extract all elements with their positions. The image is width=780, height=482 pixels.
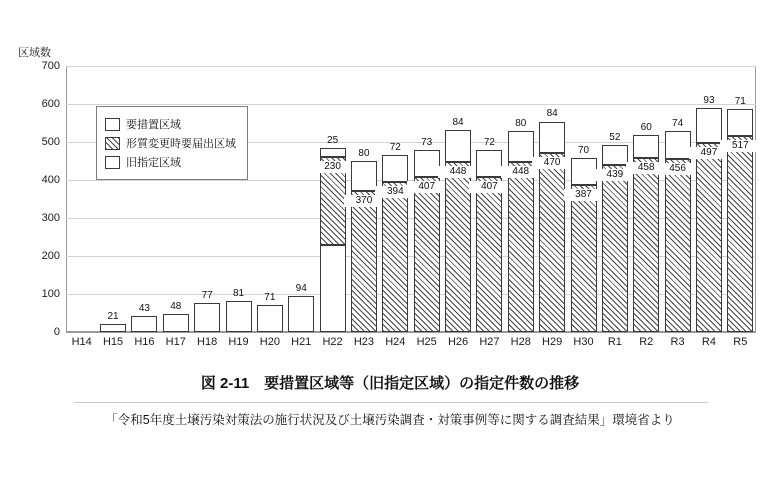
bar-group — [665, 66, 691, 332]
bar-segment-keishitsu — [476, 177, 502, 332]
bar-group — [633, 66, 659, 332]
legend-label: 要措置区域 — [126, 119, 181, 131]
bar-value-label: 72 — [483, 136, 495, 148]
bar-segment-keishitsu — [539, 153, 565, 332]
bar-value-label: 456 — [658, 163, 698, 175]
bar-value-label: 80 — [358, 148, 370, 159]
bar-segment-kyushitei — [163, 314, 189, 332]
x-axis-tick: H22 — [322, 336, 343, 348]
x-axis-tick: H15 — [102, 336, 124, 348]
x-axis-tick: R2 — [639, 336, 654, 348]
y-axis-unit-label: 区域数 — [18, 47, 51, 59]
bar-group — [382, 66, 408, 332]
bar-segment-yosochi — [508, 131, 534, 161]
bar-value-label: 74 — [672, 117, 684, 129]
chart-legend — [96, 106, 248, 180]
bar-value-label: 80 — [515, 118, 527, 130]
bar-segment-yosochi — [351, 161, 377, 191]
figure-caption: 図 2-11 要措置区域等（旧指定区域）の指定件数の推移 — [200, 375, 580, 392]
bar-value-label: 25 — [327, 134, 339, 146]
bar-segment-keishitsu — [414, 177, 440, 332]
bar-segment-kyushitei — [100, 324, 126, 332]
bar-segment-keishitsu — [602, 165, 628, 332]
bar-segment-keishitsu — [727, 136, 753, 332]
bar-value-label: 448 — [501, 166, 541, 178]
bar-group — [320, 66, 346, 332]
bar-segment-yosochi — [696, 108, 722, 143]
bar-value-label: 407 — [469, 181, 509, 193]
bar-value-label: 448 — [438, 166, 478, 178]
bar-group — [727, 66, 753, 332]
bar-value-label: 77 — [201, 289, 213, 301]
y-axis-tick: 0 — [53, 326, 60, 338]
bar-segment-keishitsu — [351, 191, 377, 332]
bar-group — [476, 66, 502, 332]
bar-value-label: 439 — [595, 169, 635, 181]
bar-value-label: 370 — [344, 195, 384, 207]
bar-segment-keishitsu — [665, 159, 691, 332]
bar-segment-yosochi — [571, 158, 597, 185]
bar-value-label: 84 — [546, 108, 558, 120]
bar-group — [288, 66, 314, 332]
bar-value-label: 458 — [626, 162, 666, 174]
y-axis-tick: 600 — [41, 98, 60, 110]
bar-segment-yosochi — [382, 155, 408, 182]
bar-segment-yosochi — [539, 122, 565, 154]
bar-segment-yosochi — [414, 150, 440, 178]
bar-segment-keishitsu — [633, 158, 659, 332]
x-axis-tick: R3 — [670, 336, 685, 348]
bar-group — [539, 66, 565, 332]
x-axis-tick: H24 — [385, 336, 406, 348]
legend-swatch-hatched-icon — [105, 137, 120, 150]
legend-label: 形質変更時要届出区域 — [126, 138, 236, 150]
bar-value-label: 407 — [407, 181, 447, 193]
bar-group — [445, 66, 471, 332]
bar-segment-keishitsu — [508, 162, 534, 332]
legend-swatch-plain-icon — [105, 118, 120, 131]
bar-segment-keishitsu — [382, 182, 408, 332]
legend-item-kyushitei — [105, 154, 239, 170]
x-axis-tick: R4 — [701, 336, 716, 348]
bar-value-label: 60 — [640, 122, 652, 134]
bar-value-label: 70 — [577, 145, 590, 157]
bar-segment-yosochi — [602, 145, 628, 165]
source-note: 「令和5年度土壌汚染対策法の施行状況及び土壌汚染調査・対策事例等に関する調査結果」環境省より — [105, 413, 675, 427]
legend-item-yosochi — [105, 116, 239, 132]
bar-value-label: 52 — [609, 132, 621, 144]
y-axis-tick: 500 — [41, 136, 60, 148]
bar-group — [571, 66, 597, 332]
bar-value-label: 394 — [375, 186, 415, 198]
x-axis-tick: H23 — [353, 336, 375, 348]
bar-value-label: 470 — [532, 157, 572, 169]
bar-value-label: 71 — [734, 95, 746, 107]
bar-value-label: 517 — [720, 140, 760, 152]
bar-value-label: 230 — [313, 161, 353, 173]
x-axis-tick: H18 — [197, 336, 218, 348]
x-axis-tick: H20 — [259, 336, 280, 348]
x-axis-tick: H27 — [479, 336, 500, 348]
bar-segment-keishitsu — [696, 143, 722, 332]
x-axis-tick: H25 — [416, 336, 437, 348]
bar-group — [696, 66, 722, 332]
x-axis-tick: R1 — [607, 336, 622, 348]
bar-group — [257, 66, 283, 332]
bar-value-label: 84 — [452, 116, 464, 128]
y-axis-tick: 700 — [41, 60, 60, 72]
bar-segment-yosochi — [320, 148, 346, 158]
x-axis-tick-labels — [66, 336, 756, 354]
bar-value-label: 497 — [689, 147, 729, 159]
x-axis-tick: H14 — [71, 336, 92, 348]
bar-value-label: 81 — [232, 288, 245, 300]
bar-segment-keishitsu — [445, 162, 471, 332]
legend-label: 旧指定区域 — [126, 157, 181, 169]
y-axis-tick: 100 — [41, 288, 60, 300]
bar-segment-yosochi — [665, 131, 691, 159]
bar-value-label: 71 — [264, 292, 276, 304]
bar-segment-yosochi — [633, 135, 659, 158]
bar-segment-keishitsu — [571, 185, 597, 332]
bar-group — [602, 66, 628, 332]
bar-value-label: 387 — [564, 189, 604, 201]
bar-segment-yosochi — [445, 130, 471, 162]
gridline — [66, 332, 756, 333]
y-axis-tick: 300 — [41, 212, 60, 224]
legend-swatch-plain-icon — [105, 156, 120, 169]
x-axis-tick: H16 — [134, 336, 155, 348]
x-axis-tick: H30 — [573, 336, 594, 348]
bar-group — [351, 66, 377, 332]
x-axis-tick: R5 — [733, 336, 748, 348]
bar-value-label: 94 — [295, 283, 307, 295]
bar-value-label: 72 — [389, 141, 401, 153]
x-axis-tick: H26 — [447, 336, 469, 348]
bar-group — [414, 66, 440, 332]
y-axis-tick: 200 — [41, 250, 60, 262]
bar-group — [508, 66, 534, 332]
x-axis-tick: H19 — [228, 336, 249, 348]
x-axis-tick: H28 — [510, 336, 531, 348]
bar-segment-kyushitei — [194, 303, 220, 332]
bar-segment-yosochi — [727, 109, 753, 136]
x-axis-tick: H29 — [542, 336, 563, 348]
bar-segment-kyushitei — [288, 296, 314, 332]
bar-segment-kyushitei — [320, 245, 346, 332]
y-axis-tick: 400 — [41, 174, 60, 186]
legend-item-keishitsu — [105, 135, 239, 151]
bar-value-label: 43 — [138, 302, 150, 314]
divider — [74, 402, 708, 403]
bar-segment-kyushitei — [131, 316, 157, 332]
bar-value-label: 48 — [170, 300, 182, 312]
x-axis-tick: H21 — [291, 336, 312, 348]
bar-segment-kyushitei — [257, 305, 283, 332]
bar-value-label: 73 — [421, 136, 433, 148]
bar-segment-yosochi — [476, 150, 502, 177]
bar-segment-kyushitei — [226, 301, 252, 332]
x-axis-tick: H17 — [165, 336, 186, 348]
bar-value-label: 21 — [107, 311, 119, 323]
bar-value-label: 93 — [703, 94, 715, 106]
